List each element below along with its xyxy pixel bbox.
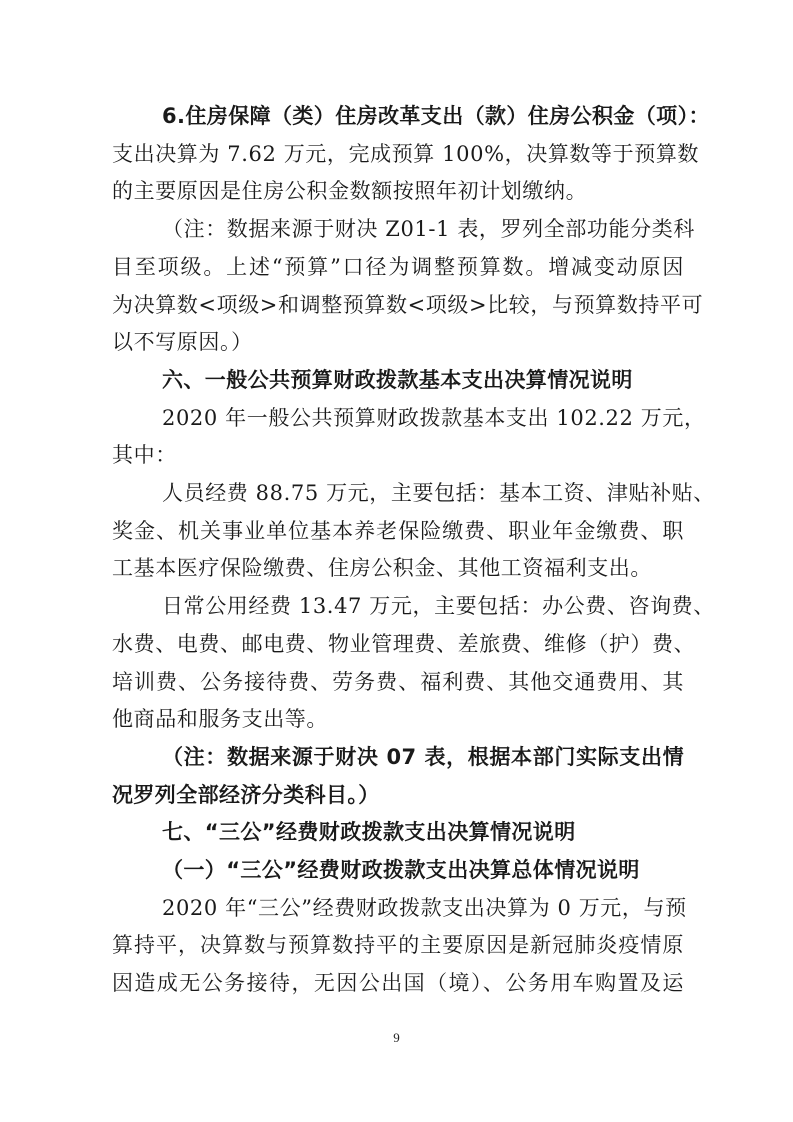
paragraph-line: 的主要原因是住房公积金数额按照年初计划缴纳。 <box>112 179 588 204</box>
section-heading-basic-expenditure: 六、一般公共预算财政拨款基本支出决算情况说明 <box>162 367 633 392</box>
bold-note-line: （注：数据来源于财决 07 表，根据本部门实际支出情 <box>162 744 684 769</box>
heading-housing-fund: 6.住房保障（类）住房改革支出（款）住房公积金（项）： <box>162 104 710 128</box>
note-line: 为决算数<项级>和调整预算数<项级>比较，与预算数持平可 <box>112 292 704 317</box>
paragraph-line: 人员经费 88.75 万元，主要包括：基本工资、津贴补贴、 <box>162 481 715 505</box>
paragraph-line: 培训费、公务接待费、劳务费、福利费、其他交通费用、其 <box>112 669 684 694</box>
paragraph-line: 其中： <box>112 443 177 468</box>
section-heading-three-public: 七、“三公”经费财政拨款支出决算情况说明 <box>162 820 576 845</box>
paragraph-line: 工基本医疗保险缴费、住房公积金、其他工资福利支出。 <box>112 556 652 581</box>
note-line: 以不写原因。） <box>112 330 253 355</box>
paragraph-line: 算持平，决算数与预算数持平的主要原因是新冠肺炎疫情原 <box>112 933 684 958</box>
note-line: （注：数据来源于财决 Z01-1 表，罗列全部功能分类科 <box>162 217 695 242</box>
paragraph-line: 他商品和服务支出等。 <box>112 707 328 732</box>
note-line: 目至项级。上述“预算”口径为调整预算数。增减变动原因 <box>112 254 684 279</box>
paragraph-line: 2020 年“三公”经费财政拨款支出决算为 0 万元，与预 <box>162 895 687 920</box>
paragraph-line: 因造成无公务接待，无因公出国（境）、公务用车购置及运 <box>112 971 684 996</box>
page-number: 9 <box>393 1030 400 1045</box>
bold-note-line: 况罗列全部经济分类科目。） <box>112 782 380 807</box>
paragraph-line: 奖金、机关事业单位基本养老保险缴费、职业年金缴费、职 <box>112 518 684 543</box>
paragraph-line: 日常公用经费 13.47 万元，主要包括：办公费、咨询费、 <box>162 594 715 619</box>
paragraph-line: 2020 年一般公共预算财政拨款基本支出 102.22 万元， <box>162 405 706 430</box>
paragraph-line: 支出决算为 7.62 万元，完成预算 100%，决算数等于预算数 <box>112 141 700 166</box>
subsection-heading-three-public-overall: （一）“三公”经费财政拨款支出决算总体情况说明 <box>162 858 640 882</box>
paragraph-line: 水费、电费、邮电费、物业管理费、差旅费、维修（护）费、 <box>112 631 696 656</box>
